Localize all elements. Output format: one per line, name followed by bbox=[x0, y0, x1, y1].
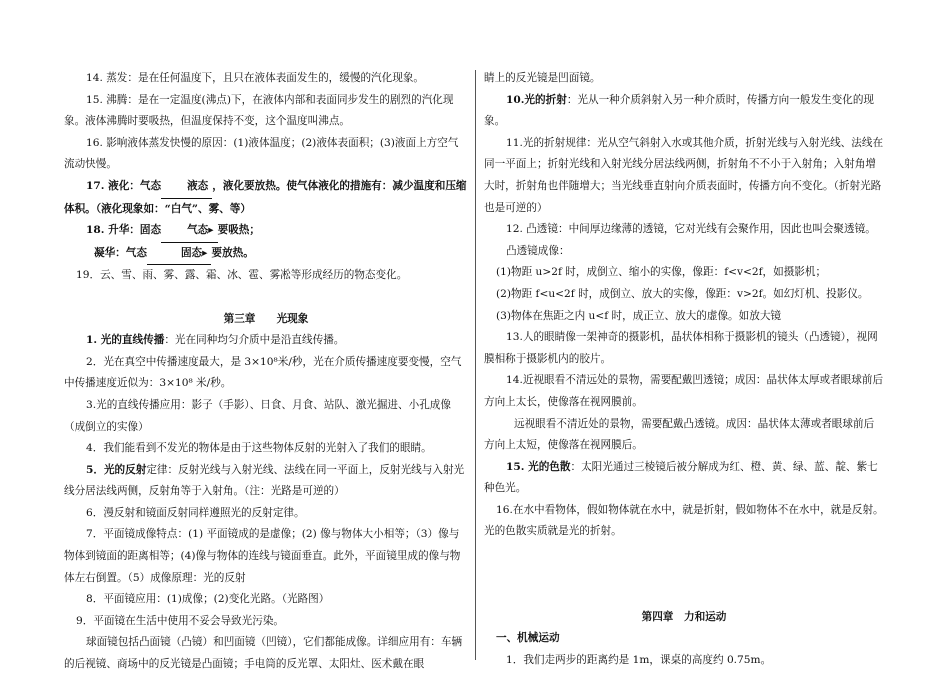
spacer bbox=[64, 287, 468, 309]
light-item-10 bbox=[484, 90, 884, 133]
light-item-4: 4．我们能看到不发光的物体是由于这些物体反射的光射入了我们的眼睛。 bbox=[86, 442, 432, 455]
item-17-liquefaction bbox=[64, 176, 468, 220]
item-16-evaporation-factors: 16. 影响液体蒸发快慢的原因：(1)液体温度；(2)液体表面积；(3)液面上方空气流动快慢。 bbox=[64, 136, 459, 171]
light-item-6: 6．漫反射和镜面反射同样遵照光的反射定律。 bbox=[86, 506, 305, 519]
light-item-8: 8．平面镜应用：(1)成像；(2)变化光路。（光路图） bbox=[86, 593, 330, 606]
item-18-sublimation bbox=[64, 220, 468, 243]
light-item-10-term: 10.光的折射 bbox=[506, 93, 567, 106]
light-item-15-term: 15. 光的色散 bbox=[506, 460, 571, 473]
light-item-9: 9．平面镜在生活中使用不妥会导致光污染。 bbox=[76, 614, 285, 627]
item-17-head: 17. 液化：气态 bbox=[86, 179, 162, 192]
light-item-15-text: ：太阳光通过三棱镜后被分解成为红、橙、黄、绿、蓝、靛、紫七种色光。 bbox=[484, 460, 878, 495]
chapter-3-title: 第三章 光现象 bbox=[223, 312, 309, 325]
light-item-9-spherical-mirrors: 球面镜包括凸面镜（凸镜）和凹面镜（凹镜），它们都能成像。详细应用有：车辆的后视镜、商场中的反光镜是凸面镜；手电筒的反光罩、太阳灶、医术戴在眼 bbox=[64, 636, 463, 671]
item-19-weather: 19．云、雪、雨、雾、露、霜、冰、雹、雾凇等形成经历的物态变化。 bbox=[76, 269, 408, 282]
convex-lens-case-3: (3)物体在焦距之内 u<f 时，成正立、放大的虚像。如放大镜 bbox=[496, 309, 782, 322]
light-item-5 bbox=[64, 460, 468, 503]
light-item-16: 16.在水中看物体，假如物体就在水中，就是折射，假如物体不在水中，就是反射。光的色散实质就是光的折射。 bbox=[484, 503, 884, 538]
item-18-arrow-label: 气态 bbox=[187, 224, 209, 237]
light-item-11: 11.光的折射规律：光从空气斜射入水或其他介质，折射光线与入射光线、法线在同一平面上；折射光线和入射光线分居法线两侧，折射角不不小于入射角；入射角增大时，折射角也伴随增大；当光线垂直射向介质表面时，传播方向不变化。（折射光路也是可逆的） bbox=[484, 136, 884, 214]
light-item-14-hyperopia: 远视眼看不清近处的景物，需要配戴凸透镜。成因：晶状体太薄或者眼球前后方向上太短，使像落在视网膜后。 bbox=[484, 417, 875, 452]
item-15-boiling: 15. 沸腾：是在一定温度(沸点)下，在液体内部和表面同步发生的剧烈的汽化现象。液体沸腾时要吸热，但温度保持不变，这个温度叫沸点。 bbox=[64, 93, 454, 128]
column-divider bbox=[475, 70, 476, 660]
light-item-10-text: ：光从一种介质斜射入另一种介质时，传播方向一般发生变化的现象。 bbox=[484, 93, 875, 128]
left-column bbox=[64, 68, 468, 676]
item-14-evaporation: 14. 蒸发：是在任何温度下，且只在液体表面发生的，缓慢的汽化现象。 bbox=[86, 72, 425, 84]
light-item-1 bbox=[64, 330, 468, 352]
light-item-5-term: 5．光的反射 bbox=[86, 463, 147, 476]
light-item-5-text: 定律：反射光线与入射光线、法线在同一平面上，反射光线与入射光线分居法线两侧，反射角等于入射角。（注：光路是可逆的） bbox=[64, 463, 465, 498]
light-item-7: 7．平面镜成像特点：(1) 平面镜成的是虚像；(2) 像与物体大小相等；（3）像与物体到镜面的距离相等；(4)像与物体的连线与镜面垂直。此外，平面镜里成的像与物体左右倒置。（5）成像原理：光的反射 bbox=[64, 528, 461, 584]
spacer bbox=[484, 585, 884, 607]
item-18b-tail: 要放热。 bbox=[211, 246, 254, 259]
item-17-arrow bbox=[161, 176, 212, 199]
light-item-12: 12. 凸透镜：中间厚边缘薄的透镜，它对光线有会聚作用，因此也叫会聚透镜。 bbox=[506, 223, 876, 236]
right-column bbox=[484, 68, 884, 671]
light-item-1-text: ：光在同种均匀介质中是沿直线传播。 bbox=[164, 334, 345, 347]
convex-lens-case-2: (2)物距 f<u<2f 时，成倒立、放大的实像，像距：v>2f。如幻灯机、投影仪。 bbox=[496, 287, 869, 300]
light-item-2: 2．光在真空中传播速度最大，是 3×10⁸米/秒，光在介质传播速度要变慢，空气中传播速度近似为：3×10⁸ 米/秒。 bbox=[64, 355, 462, 390]
light-item-3: 3.光的直线传播应用：影子（手影）、日食、月食、站队、激光掘进、小孔成像（成倒立的实像） bbox=[64, 398, 451, 433]
item-18-head: 18. 升华：固态 bbox=[86, 224, 162, 237]
item-18b-arrow: 固态▸ bbox=[147, 243, 212, 266]
continued-text: 睛上的反光镜是凹面镜。 bbox=[484, 72, 601, 84]
section-1-heading: 一、机械运动 bbox=[496, 632, 560, 645]
convex-lens-case-1: (1)物距 u>2f 时，成倒立、缩小的实像，像距：f<v<2f，如摄影机； bbox=[496, 266, 827, 279]
item-18-deposition bbox=[64, 243, 468, 266]
convex-lens-imaging: 凸透镜成像： bbox=[506, 244, 570, 257]
item-18b-head: 凝华：气态 bbox=[94, 246, 147, 259]
light-item-13: 13.人的眼睛像一架神奇的摄影机，晶状体相称于摄影机的镜头（凸透镜），视网膜相称于摄影机内的胶片。 bbox=[484, 331, 878, 365]
item-17-tail: ，液化要放热。使气体液化的措施有：减少温度和压缩体积。（液化现象如：“白气”、雾、等） bbox=[64, 179, 467, 215]
item-18b-arrow-label: 固态 bbox=[180, 246, 203, 259]
item-18-arrow: 气态▸ bbox=[161, 220, 218, 243]
item-18-tail: 要吸热； bbox=[217, 224, 260, 237]
chapter-4-title: 第四章 力和运动 bbox=[641, 610, 727, 623]
light-item-15 bbox=[484, 457, 884, 500]
spacer bbox=[484, 543, 884, 585]
light-item-1-term: 1. 光的直线传播 bbox=[86, 334, 165, 347]
motion-item-1: 1．我们走两步的距离约是 1m，课桌的高度约 0.75m。 bbox=[506, 653, 772, 666]
light-item-14-myopia: 14.近视眼看不清远处的景物，需要配戴凹透镜；成因：晶状体太厚或者眼球前后方向上太长，使像落在视网膜前。 bbox=[484, 374, 884, 408]
item-17-arrow-label: 液态 bbox=[187, 179, 209, 192]
